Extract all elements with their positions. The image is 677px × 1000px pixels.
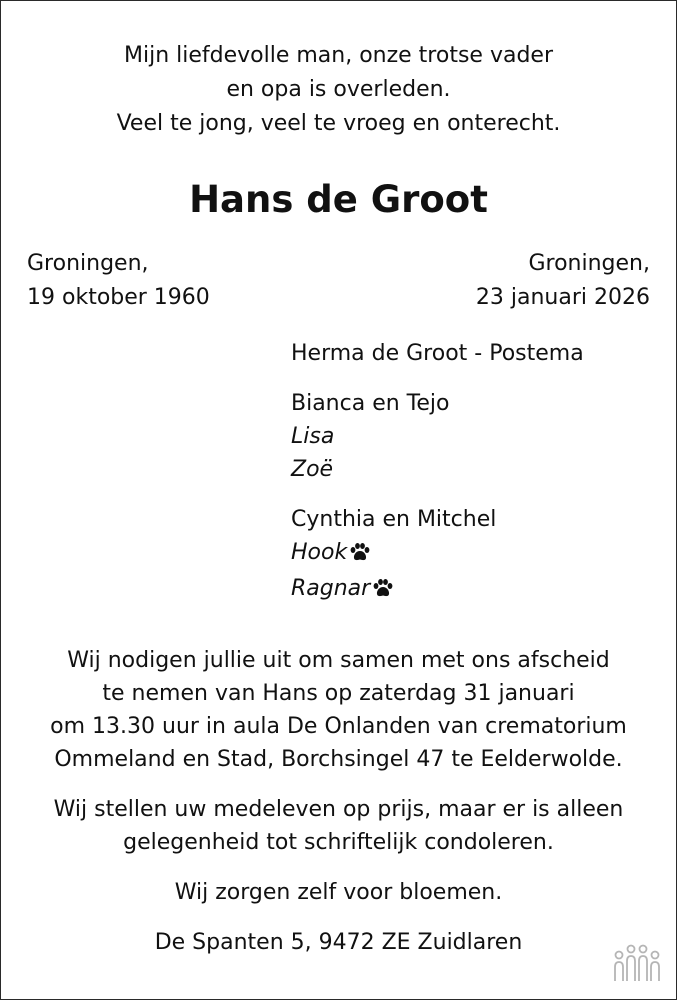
intro-line: Veel te jong, veel te vroeg en onterecht. <box>116 111 561 136</box>
address-line: De Spanten 5, 9472 ZE Zuidlaren <box>154 930 523 955</box>
family-group-bianca <box>291 387 584 486</box>
ceremony-info <box>1 644 676 959</box>
flowers-text <box>1 876 676 909</box>
intro-line: en opa is overleden. <box>226 77 451 102</box>
address-text <box>1 926 676 959</box>
invitation-line: Wij nodigen jullie uit om samen met ons afscheid <box>67 648 610 673</box>
condolence-line: gelegenheid tot schriftelijk condoleren. <box>123 830 554 855</box>
parents-name: Bianca en Tejo <box>291 391 450 416</box>
birth-place: Groningen, <box>27 251 149 276</box>
invitation-line: te nemen van Hans op zaterdag 31 januari <box>102 681 575 706</box>
birth-date: 19 oktober 1960 <box>27 285 210 310</box>
pet-entry <box>291 536 584 572</box>
parents-name: Cynthia en Mitchel <box>291 507 497 532</box>
invitation-line: om 13.30 uur in aula De Onlanden van crematorium <box>50 714 627 739</box>
intro-text <box>1 39 676 141</box>
family-spouse-group <box>291 337 584 370</box>
family-list <box>291 337 584 625</box>
spouse-name: Herma de Groot - Postema <box>291 341 584 366</box>
invitation-text <box>1 644 676 776</box>
death-place: Groningen, <box>528 251 650 276</box>
intro-line: Mijn liefdevolle man, onze trotse vader <box>123 43 553 68</box>
death-info <box>476 247 650 315</box>
pet-name: Hook <box>291 540 348 565</box>
condolence-text <box>1 793 676 859</box>
family-group-cynthia <box>291 503 584 608</box>
grandchild-name: Zoë <box>291 457 334 482</box>
condolence-line: Wij stellen uw medeleven op prijs, maar er is alleen <box>53 797 624 822</box>
birth-info <box>27 247 210 315</box>
paw-print-icon <box>372 575 394 608</box>
grandchild-name: Lisa <box>291 424 335 449</box>
pet-entry <box>291 572 584 608</box>
pet-name: Ragnar <box>291 576 371 601</box>
flowers-line: Wij zorgen zelf voor bloemen. <box>174 880 503 905</box>
paw-print-icon <box>349 539 371 572</box>
deceased-name: Hans de Groot <box>189 178 488 221</box>
death-date: 23 januari 2026 <box>475 285 650 310</box>
invitation-line: Ommeland en Stad, Borchsingel 47 te Eelderwolde. <box>54 747 623 772</box>
family-people-icon <box>612 943 662 987</box>
